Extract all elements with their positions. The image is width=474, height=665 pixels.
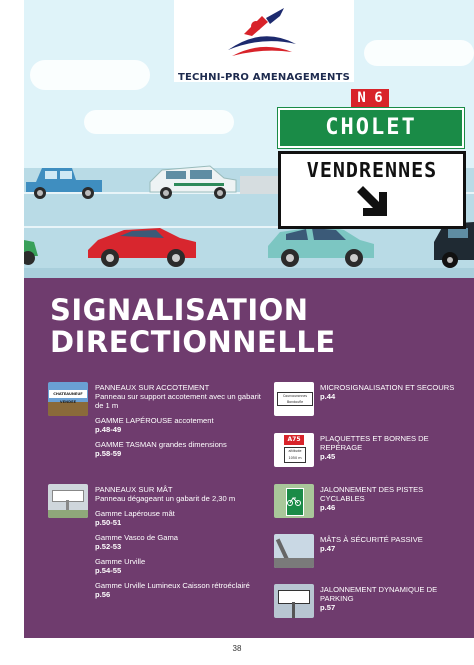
thumb-microsignalisation	[274, 382, 314, 416]
section-description: Panneau sur support accotement avec un gabarit de 1 m	[95, 392, 261, 410]
logo-area	[174, 0, 354, 82]
section-parking	[320, 585, 470, 612]
page-ref: p.45	[320, 452, 336, 461]
content-panel	[24, 278, 474, 638]
thumb-cyclable	[274, 484, 314, 518]
white-suv	[150, 166, 236, 199]
thumb-mat	[48, 484, 88, 518]
thumb-parking	[274, 584, 314, 618]
page-ref: p.46	[320, 503, 336, 512]
range-name: Gamme Vasco de Gama	[95, 533, 179, 542]
page-ref: p.52-53	[95, 542, 122, 551]
section-mat	[95, 485, 271, 599]
arrow-down-right-icon	[355, 184, 389, 218]
section-heading: PLAQUETTES ET BORNES DE REPÉRAGE	[320, 434, 429, 452]
thumb-accotement	[48, 382, 88, 416]
page-ref: p.57	[320, 603, 336, 612]
section-heading: MICROSIGNALISATION ET SECOURS	[320, 383, 455, 392]
trailer	[240, 176, 280, 194]
section-heading: MÂTS À SÉCURITÉ PASSIVE	[320, 535, 423, 544]
page-title	[50, 294, 336, 358]
thumb-mats-securite	[274, 534, 314, 568]
section-accotement	[95, 383, 271, 458]
thumb-plaquettes	[274, 433, 314, 467]
section-heading: PANNEAUX SUR MÂT	[95, 485, 173, 494]
company-logo-icon	[222, 6, 302, 66]
thumb-sign-text: Courcouronnes Bondoufle	[277, 392, 313, 406]
section-heading: PANNEAUX SUR ACCOTEMENT	[95, 383, 210, 392]
section-heading: JALONNEMENT DES PISTES CYCLABLES	[320, 485, 424, 503]
page-title-line2: DIRECTIONNELLE	[50, 325, 336, 359]
range-name: GAMME LAPÉROUSE accotement	[95, 416, 214, 425]
page-title-line1: SIGNALISATION	[50, 293, 309, 327]
brand-name: TECHNI-PRO AMENAGEMENTS	[177, 72, 351, 83]
section-plaquettes	[320, 434, 470, 461]
section-cyclable	[320, 485, 470, 512]
sign-cholet: CHOLET	[278, 108, 464, 148]
page-number: 38	[232, 644, 242, 653]
sign-vendrennes-label: VENDRENNES	[306, 158, 438, 182]
thumb-sign-text: A75	[284, 435, 304, 445]
page-ref: p.44	[320, 392, 336, 401]
thumb-sign-text: altitude 1050 m	[284, 447, 306, 463]
page-ref: p.47	[320, 544, 336, 553]
bicycle-icon	[287, 496, 301, 506]
route-number-sign: N 6	[351, 89, 389, 107]
teal-car	[268, 226, 374, 267]
red-car	[88, 228, 196, 267]
range-name: GAMME TASMAN grandes dimensions	[95, 440, 227, 449]
green-car	[24, 240, 38, 265]
hero-illustration	[24, 0, 474, 278]
page-ref: p.50-51	[95, 518, 122, 527]
range-name: Gamme Urville	[95, 557, 146, 566]
section-microsignalisation	[320, 383, 470, 401]
sign-vendrennes	[278, 151, 466, 229]
thumb-sign-text: CHATEAUNEUF VENDEE	[49, 390, 87, 398]
pickup-truck	[26, 168, 102, 199]
range-name: Gamme Lapérouse mât	[95, 509, 175, 518]
page-ref: p.58-59	[95, 449, 122, 458]
section-mats-securite	[320, 535, 470, 553]
page-ref: p.48-49	[95, 425, 122, 434]
page-ref: p.56	[95, 590, 111, 599]
section-description: Panneau dégageant un gabarit de 2,30 m	[95, 494, 236, 503]
range-name: Gamme Urville Lumineux Caisson rétroéclairé	[95, 581, 250, 590]
page-ref: p.54-55	[95, 566, 122, 575]
section-heading: JALONNEMENT DYNAMIQUE DE PARKING	[320, 585, 438, 603]
